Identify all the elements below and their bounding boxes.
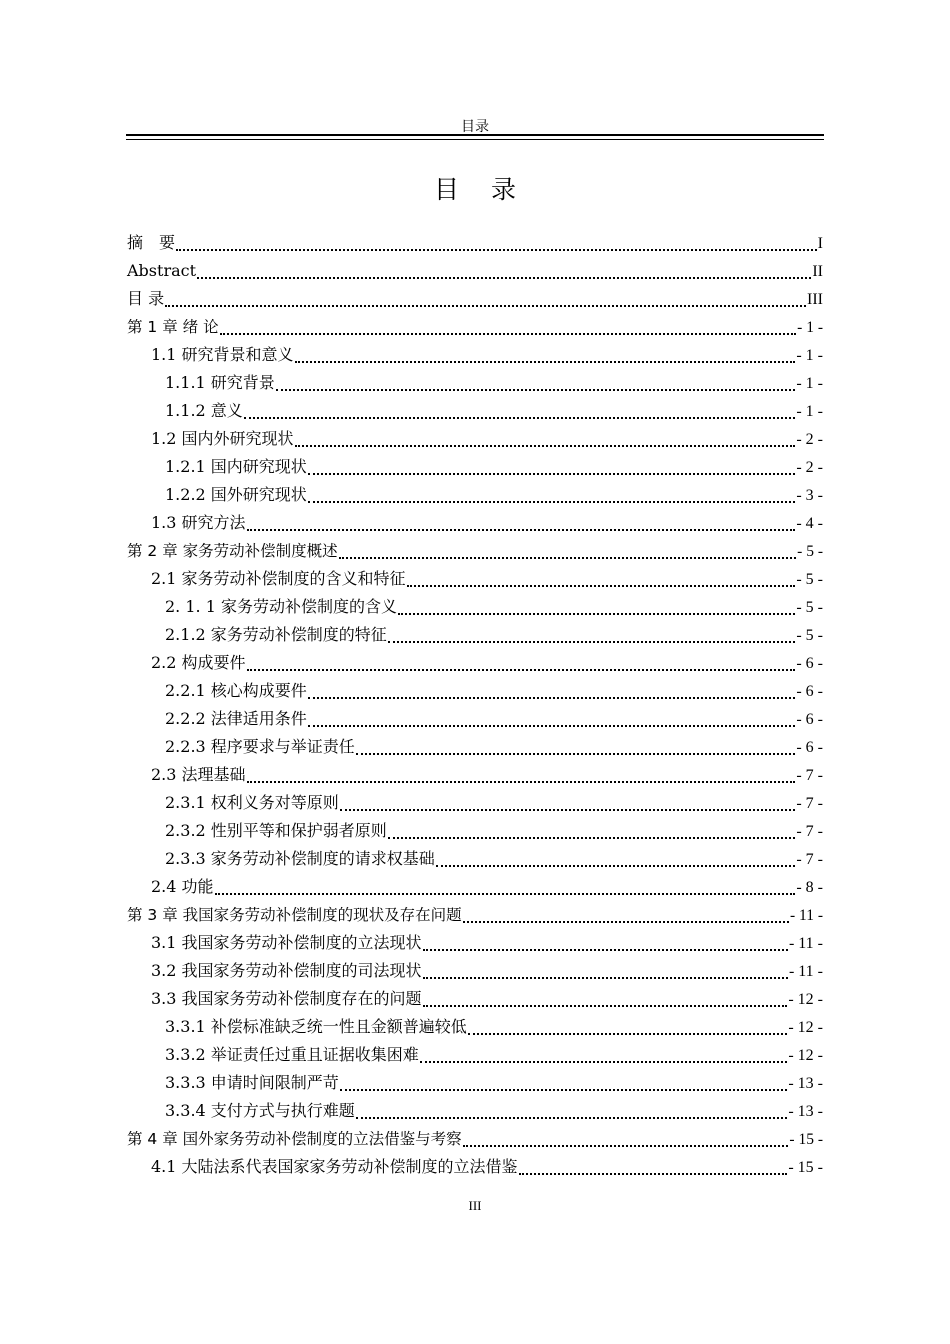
toc-entry-page: - 1 - [796,347,823,364]
toc-entry-page: - 11 - [790,907,823,924]
toc-entry-page: - 6 - [796,739,823,756]
toc-leader-dots [295,445,796,447]
toc-leader-dots [276,389,796,391]
toc-entry[interactable] [127,901,823,929]
toc-entry[interactable] [127,873,823,901]
toc-leader-dots [244,417,796,419]
toc-entry-label: 2.4 功能 [151,877,214,896]
toc-leader-dots [423,1005,788,1007]
toc-entry-label: 2.2.3 程序要求与举证责任 [165,737,355,756]
toc-leader-dots [356,753,796,755]
toc-entry-page: - 7 - [796,823,823,840]
toc-entry[interactable] [127,1125,823,1153]
toc-entry[interactable] [127,1069,823,1097]
toc-entry-label: 第 1 章 绪 论 [127,318,219,336]
toc-entry-page: - 8 - [796,879,823,896]
toc-entry-page: - 11 - [788,963,823,980]
toc-entry[interactable] [127,341,823,369]
toc-leader-dots [398,613,795,615]
toc-entry-page: - 1 - [796,403,823,420]
toc-leader-dots [420,1061,788,1063]
toc-entry[interactable] [127,397,823,425]
toc-entry-page: - 4 - [796,515,823,532]
toc-entry[interactable] [127,481,823,509]
toc-entry-label: 1.1.2 意义 [165,401,243,420]
toc-leader-dots [423,949,788,951]
toc-entry-page: - 11 - [788,935,823,952]
toc-entry-label: 3.3.1 补偿标准缺乏统一性且金额普遍较低 [165,1017,467,1036]
toc-entry-page: - 5 - [796,599,823,616]
page-number: III [468,1198,482,1213]
toc-entry-page: - 3 - [796,487,823,504]
toc-leader-dots [356,1117,788,1119]
toc-entry-label: 1.2.2 国外研究现状 [165,485,307,504]
toc-entry[interactable] [127,1041,823,1069]
toc-entry-page: - 5 - [796,627,823,644]
toc-entry-label: Abstract [127,261,197,280]
toc-entry-page: - 2 - [796,431,823,448]
toc-entry-page: - 12 - [788,1047,823,1064]
toc-leader-dots [308,501,796,503]
toc-entry[interactable] [127,425,823,453]
toc-entry[interactable] [127,369,823,397]
toc-entry-label: 3.1 我国家务劳动补偿制度的立法现状 [151,933,422,952]
toc-leader-dots [388,641,796,643]
running-header: 目录 [461,119,489,135]
toc-entry-label: 第 4 章 国外家务劳动补偿制度的立法借鉴与考察 [127,1130,462,1148]
toc-entry-label: 2.2 构成要件 [151,653,246,672]
toc-entry-label: 2.1 家务劳动补偿制度的含义和特征 [151,569,406,588]
toc-leader-dots [339,557,797,559]
toc-leader-dots [165,305,806,307]
toc-entry[interactable] [127,537,823,565]
page-title: 目 录 [434,175,528,204]
toc-entry[interactable] [127,817,823,845]
toc-entry-label: 第 2 章 家务劳动补偿制度概述 [127,542,338,560]
toc-entry[interactable] [127,1013,823,1041]
toc-leader-dots [247,529,796,531]
toc-leader-dots [308,725,796,727]
toc-entry[interactable] [127,313,823,341]
table-of-contents [127,229,823,1181]
toc-entry-page: - 13 - [788,1075,823,1092]
header-rule-thick [126,134,824,136]
toc-entry-page: III [807,291,823,308]
toc-entry-label: 4.1 大陆法系代表国家家务劳动补偿制度的立法借鉴 [151,1157,518,1176]
header-rule-thin [126,139,824,140]
toc-entry[interactable] [127,1097,823,1125]
toc-entry-page: - 1 - [797,319,823,336]
toc-entry-page: - 15 - [788,1159,823,1176]
toc-leader-dots [295,361,796,363]
toc-entry-page: - 5 - [796,571,823,588]
toc-entry[interactable] [127,985,823,1013]
toc-entry-page: - 7 - [796,767,823,784]
toc-leader-dots [197,277,811,279]
toc-entry[interactable] [127,285,823,313]
toc-entry-label: 2.3 法理基础 [151,765,246,784]
toc-entry-label: 2.2.2 法律适用条件 [165,709,307,728]
toc-entry[interactable] [127,593,823,621]
toc-entry-label: 3.3.3 申请时间限制严苛 [165,1073,339,1092]
toc-leader-dots [340,809,796,811]
toc-entry-label: 1.2.1 国内研究现状 [165,457,307,476]
toc-leader-dots [463,921,789,923]
toc-entry[interactable] [127,1153,823,1181]
toc-leader-dots [340,1089,788,1091]
toc-entry[interactable] [127,649,823,677]
toc-leader-dots [220,333,797,335]
toc-entry-page: - 7 - [796,795,823,812]
toc-leader-dots [308,697,796,699]
toc-entry-label: 2.2.1 核心构成要件 [165,681,307,700]
toc-entry-label: 3.3.2 举证责任过重且证据收集困难 [165,1045,419,1064]
toc-entry-page: - 6 - [796,711,823,728]
toc-leader-dots [247,781,796,783]
toc-leader-dots [519,1173,788,1175]
toc-entry-page: II [812,263,823,280]
toc-entry-page: - 15 - [789,1131,823,1148]
toc-leader-dots [468,1033,788,1035]
toc-entry[interactable] [127,789,823,817]
toc-entry-label: 3.2 我国家务劳动补偿制度的司法现状 [151,961,422,980]
toc-entry-label: 2.3.1 权利义务对等原则 [165,793,339,812]
toc-entry-label: 目 录 [127,289,165,308]
toc-entry-label: 1.1.1 研究背景 [165,373,275,392]
toc-leader-dots [423,977,788,979]
toc-entry[interactable] [127,705,823,733]
toc-entry-page: - 5 - [797,543,823,560]
toc-entry-label: 3.3.4 支付方式与执行难题 [165,1101,355,1120]
toc-entry-label: 2.1.2 家务劳动补偿制度的特征 [165,625,387,644]
toc-leader-dots [247,669,796,671]
toc-leader-dots [176,249,817,251]
toc-entry-label: 第 3 章 我国家务劳动补偿制度的现状及存在问题 [127,906,462,924]
toc-entry-label: 摘 要 [127,233,176,252]
toc-entry-label: 1.3 研究方法 [151,513,246,532]
toc-entry-label: 1.1 研究背景和意义 [151,345,294,364]
toc-leader-dots [388,837,796,839]
toc-entry-label: 2.3.2 性别平等和保护弱者原则 [165,821,387,840]
toc-entry[interactable] [127,621,823,649]
toc-entry[interactable] [127,677,823,705]
toc-entry[interactable] [127,957,823,985]
toc-entry-page: - 12 - [788,1019,823,1036]
toc-entry[interactable] [127,229,823,257]
toc-leader-dots [463,1145,789,1147]
toc-entry-label: 2. 1. 1 家务劳动补偿制度的含义 [165,597,397,616]
toc-entry[interactable] [127,929,823,957]
toc-entry-page: - 2 - [796,459,823,476]
toc-entry-label: 1.2 国内外研究现状 [151,429,294,448]
toc-entry-page: - 6 - [796,683,823,700]
toc-entry-label: 2.3.3 家务劳动补偿制度的请求权基础 [165,849,435,868]
toc-entry[interactable] [127,761,823,789]
toc-entry-page: - 6 - [796,655,823,672]
toc-entry[interactable] [127,845,823,873]
toc-leader-dots [436,865,796,867]
toc-entry-page: - 13 - [788,1103,823,1120]
toc-entry[interactable] [127,733,823,761]
toc-entry-label: 3.3 我国家务劳动补偿制度存在的问题 [151,989,422,1008]
toc-entry[interactable] [127,509,823,537]
toc-entry-page: - 7 - [796,851,823,868]
toc-entry[interactable] [127,565,823,593]
toc-leader-dots [215,893,796,895]
toc-entry[interactable] [127,257,823,285]
toc-entry-page: - 12 - [788,991,823,1008]
toc-entry-page: I [817,235,823,252]
toc-leader-dots [308,473,796,475]
toc-leader-dots [407,585,796,587]
toc-entry[interactable] [127,453,823,481]
toc-entry-page: - 1 - [796,375,823,392]
